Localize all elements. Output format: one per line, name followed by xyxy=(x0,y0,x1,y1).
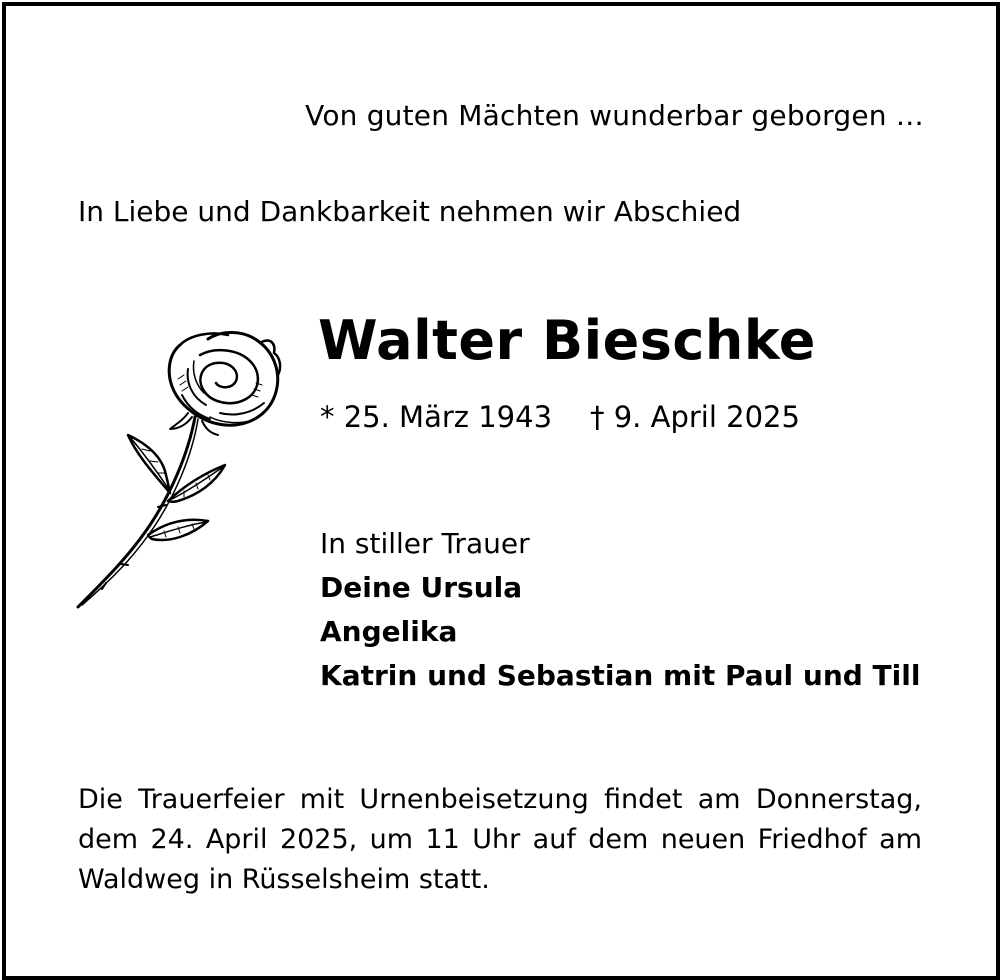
mourners-block xyxy=(320,522,920,698)
death-date: † 9. April 2025 xyxy=(590,400,800,434)
rose-icon xyxy=(70,325,290,615)
intro-text: In Liebe und Dankbarkeit nehmen wir Abschied xyxy=(78,195,742,228)
mourner-name: Angelika xyxy=(320,615,458,648)
deceased-name: Walter Bieschke xyxy=(318,309,816,372)
mourning-line: In stiller Trauer xyxy=(320,527,530,560)
funeral-info: Die Trauerfeier mit Urnenbeisetzung findet am Donnerstag, dem 24. April 2025, um 11 Uhr auf dem neuen Friedhof am Waldweg in Rüsselsheim statt. xyxy=(78,784,922,895)
mourner-name: Deine Ursula xyxy=(320,571,523,604)
motto-text: Von guten Mächten wunderbar geborgen … xyxy=(305,99,924,132)
life-dates xyxy=(320,398,800,436)
mourner-name: Katrin und Sebastian mit Paul und Till xyxy=(320,659,921,692)
birth-date: * 25. März 1943 xyxy=(320,400,553,434)
